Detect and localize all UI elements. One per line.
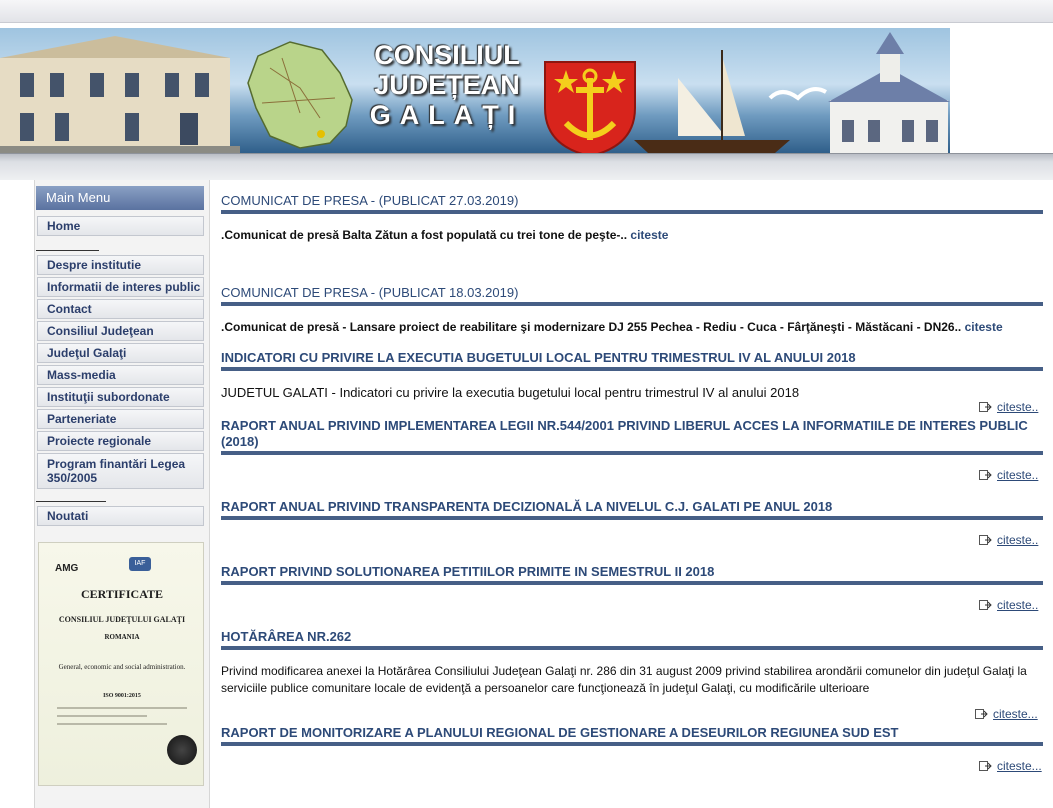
title-rule <box>221 742 1043 746</box>
menu-item-home[interactable]: Home <box>37 216 204 236</box>
post-title[interactable]: COMUNICAT DE PRESA - (PUBLICAT 18.03.2019) <box>221 285 519 300</box>
post-title[interactable]: RAPORT ANUAL PRIVIND IMPLEMENTAREA LEGII NR.544/2001 PRIVIND LIBERUL ACCES LA INFORMATIILE DE INTERES PUBLIC (2018) <box>221 418 1028 449</box>
read-more-label: citeste.. <box>997 400 1039 414</box>
read-more-link[interactable] <box>979 400 1038 414</box>
read-more-icon <box>975 709 988 719</box>
menu-item-program[interactable]: Program finantări Legea 350/2005 <box>37 453 204 489</box>
read-more-link[interactable] <box>979 533 1038 547</box>
read-more-icon <box>979 470 992 480</box>
post-title[interactable]: HOTĂRÂREA NR.262 <box>221 629 352 644</box>
menu-separator <box>36 501 106 502</box>
read-more-link[interactable] <box>975 707 1038 721</box>
menu-item-mass-media[interactable]: Mass-media <box>37 365 204 385</box>
read-more-label: citeste... <box>993 707 1038 721</box>
post-title[interactable]: RAPORT DE MONITORIZARE A PLANULUI REGIONAL DE GESTIONARE A DESEURILOR REGIUNEA SUD EST <box>221 725 899 740</box>
county-map <box>248 42 352 148</box>
read-more-icon <box>979 535 992 545</box>
site-banner <box>0 28 950 153</box>
menu-item-proiecte[interactable]: Proiecte regionale <box>37 431 204 451</box>
menu-item-judetul[interactable]: Judeţul Galaţi <box>37 343 204 363</box>
seagull <box>770 89 826 98</box>
banner-separator <box>0 153 1053 180</box>
read-more-link[interactable]: citeste <box>630 228 669 242</box>
certificate-country: ROMANIA <box>104 633 140 641</box>
iso-certificate-image[interactable] <box>38 542 204 786</box>
menu-item-parteneriate[interactable]: Parteneriate <box>37 409 204 429</box>
title-rule <box>221 302 1043 306</box>
banner-title-line2: JUDEȚEAN <box>374 70 520 100</box>
certificate-standard: ISO 9001:2015 <box>103 693 141 699</box>
read-more-label: citeste.. <box>997 468 1039 482</box>
post-summary-text: Privind modificarea anexei la Hotărârea Consiliului Judeţean Galaţi nr. 286 din 31 august 2009 privind stabilirea arondării comunelor din judeţul Galaţi la serviciile publice comunitare locale de evidenţă a persoanelor care funcţionează în judeţul Galaţi, cu modificările ulterioare <box>221 664 1027 695</box>
ship <box>634 140 790 153</box>
menu-item-despre[interactable]: Despre institutie <box>37 255 204 275</box>
title-rule <box>221 581 1043 585</box>
title-rule <box>221 367 1043 371</box>
title-rule <box>221 646 1043 650</box>
post-summary <box>221 319 1036 336</box>
post-summary-text: .Comunicat de presă Balta Zătun a fost populată cu trei tone de peşte-.. <box>221 228 628 242</box>
post-title[interactable]: INDICATORI CU PRIVIRE LA EXECUTIA BUGETULUI LOCAL PENTRU TRIMESTRUL IV AL ANULUI 2018 <box>221 350 856 365</box>
certificate-line <box>57 707 187 709</box>
certificate-seal <box>167 735 197 765</box>
certificate-title: CERTIFICATE <box>80 587 164 601</box>
post-title[interactable]: COMUNICAT DE PRESA - (PUBLICAT 27.03.2019) <box>221 193 519 208</box>
title-rule <box>221 210 1043 214</box>
read-more-link[interactable] <box>979 468 1038 482</box>
menu-item-institutii[interactable]: Instituţii subordonate <box>37 387 204 407</box>
read-more-link[interactable]: citeste <box>964 320 1003 334</box>
post-title[interactable]: RAPORT PRIVIND SOLUTIONAREA PETITIILOR PRIMITE IN SEMESTRUL II 2018 <box>221 564 715 579</box>
top-band <box>0 0 1053 23</box>
post-summary-text: JUDETUL GALATI - Indicatori cu privire la executia bugetului local pentru trimestrul IV al anului 2018 <box>221 385 800 400</box>
read-more-link[interactable] <box>979 598 1038 612</box>
certificate-line <box>57 715 147 717</box>
read-more-label: citeste.. <box>997 533 1039 547</box>
iaf-badge: IAF <box>129 557 151 571</box>
title-rule <box>221 516 1043 520</box>
menu-item-informatii[interactable]: Informatii de interes public <box>37 277 204 297</box>
amg-logo: AMG <box>55 563 79 574</box>
menu-item-consiliul[interactable]: Consiliul Judeţean <box>37 321 204 341</box>
menu-separator <box>36 250 99 251</box>
title-rule <box>221 451 1043 455</box>
banner-title-line3: GALAȚI <box>369 100 525 130</box>
certificate-scope: General, economic and social administration. <box>58 663 186 671</box>
read-more-label: citeste... <box>997 759 1042 773</box>
read-more-label: citeste.. <box>997 598 1039 612</box>
banner-title-line1: CONSILIUL <box>374 40 520 70</box>
read-more-icon <box>979 402 992 412</box>
menu-item-noutati[interactable]: Noutati <box>37 506 204 526</box>
post-summary <box>221 227 1036 244</box>
post-title[interactable]: RAPORT ANUAL PRIVIND TRANSPARENTA DECIZIONALĂ LA NIVELUL C.J. GALATI PE ANUL 2018 <box>221 499 833 514</box>
certificate-line <box>57 723 167 725</box>
menu-item-contact[interactable]: Contact <box>37 299 204 319</box>
read-more-icon <box>979 761 992 771</box>
read-more-icon <box>979 600 992 610</box>
certificate-organization: CONSILIUL JUDEŢULUI GALAŢI <box>58 615 186 624</box>
read-more-link[interactable] <box>979 759 1042 773</box>
post-summary-text: .Comunicat de presă - Lansare proiect de reabilitare şi modernizare DJ 255 Pechea - Rediu - Cuca - Fârţăneşti - Măstăcani - DN26.. <box>221 320 962 334</box>
banner-title <box>362 40 532 130</box>
main-menu-heading: Main Menu <box>36 186 204 210</box>
